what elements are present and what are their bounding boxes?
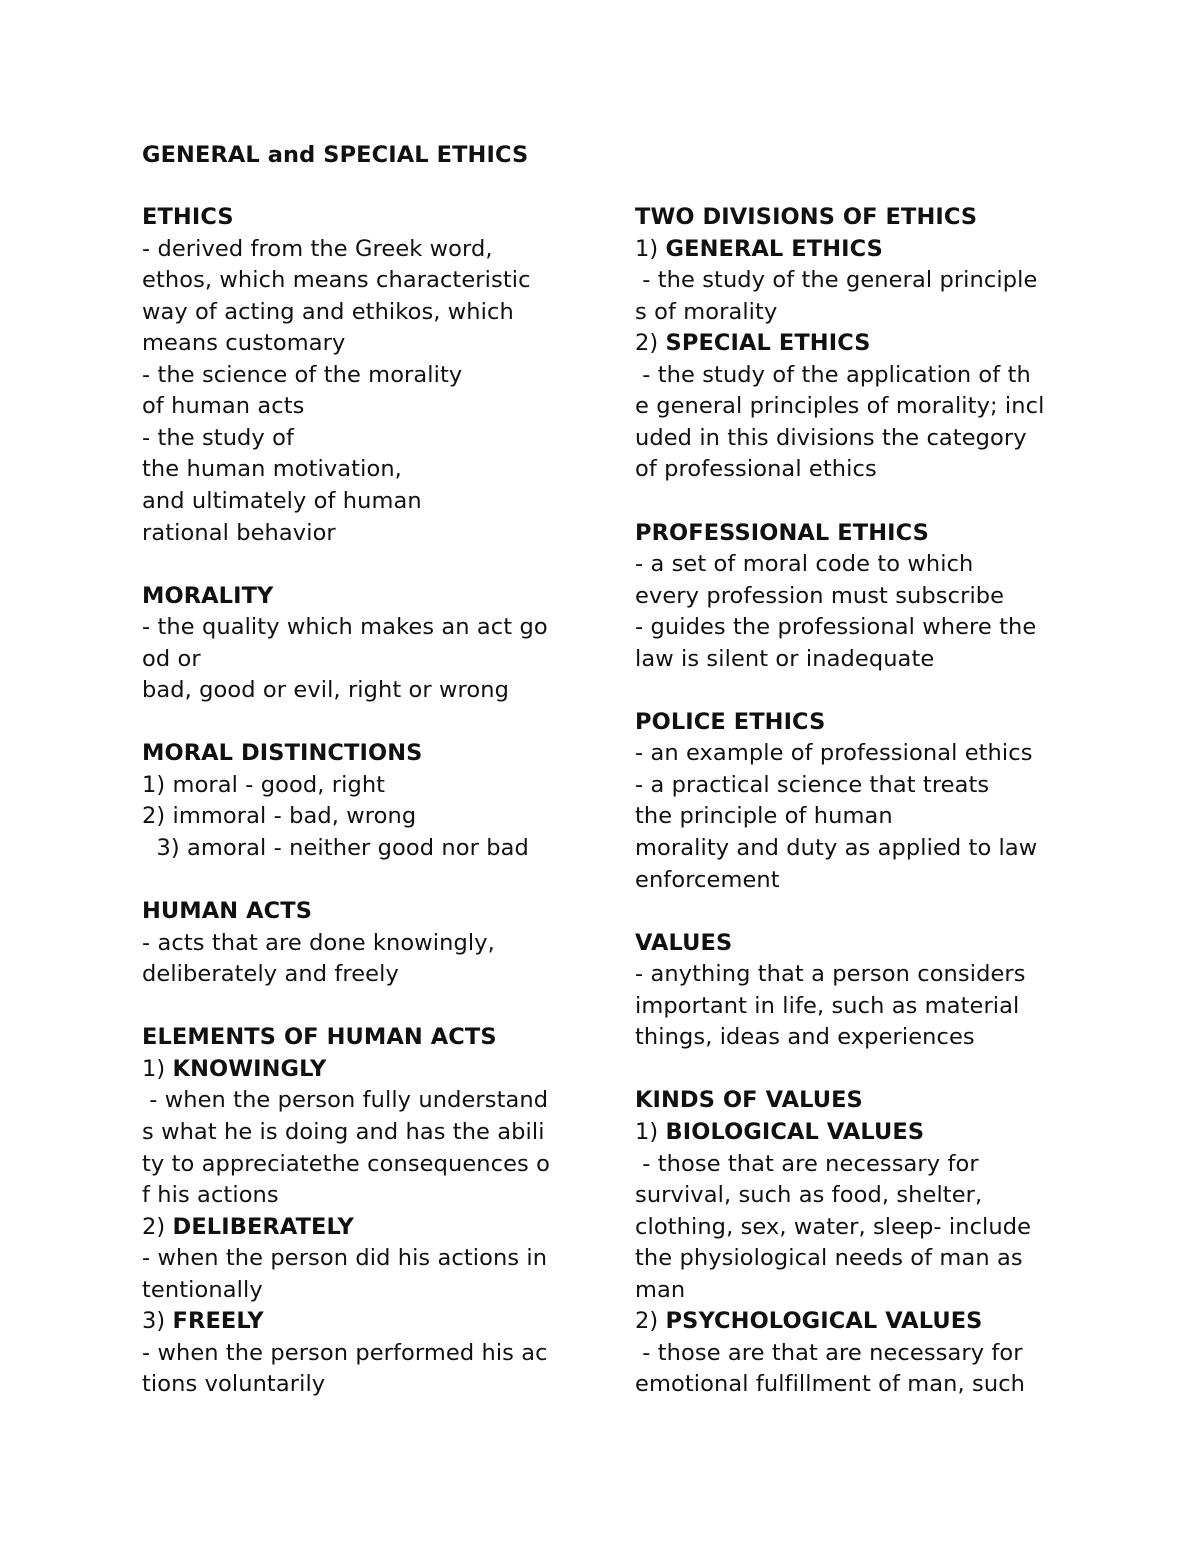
text-line: uded in this divisions the category: [635, 424, 1027, 451]
text-line: - the study of the general principle: [635, 267, 1038, 294]
text-line: - when the person fully understand: [142, 1087, 549, 1114]
list-number: 2): [635, 330, 666, 357]
subheading-label: DELIBERATELY: [172, 1213, 354, 1240]
section-heading: ETHICS: [142, 204, 234, 230]
text-line: man: [635, 1276, 686, 1303]
text-line: survival, such as food, shelter,: [635, 1182, 983, 1209]
text-line: - acts that are done knowingly,: [142, 929, 495, 956]
text-line: rational behavior: [142, 519, 336, 546]
section-heading: TWO DIVISIONS OF ETHICS: [635, 204, 978, 230]
text-line: - the science of the morality: [142, 361, 463, 388]
text-line: - a practical science that treats: [635, 771, 990, 798]
section-heading: MORAL DISTINCTIONS: [142, 740, 423, 767]
text-line: enforcement: [635, 866, 780, 893]
subheading-label: KNOWINGLY: [172, 1055, 327, 1082]
numbered-subheading: [142, 1212, 354, 1244]
text-line: law is silent or inadequate: [635, 645, 935, 672]
section-heading: HUMAN ACTS: [142, 898, 313, 925]
text-line: - anything that a person considers: [635, 961, 1026, 988]
text-line: 2) immoral - bad, wrong: [142, 803, 417, 830]
section-heading: POLICE ETHICS: [635, 708, 826, 735]
text-line: s what he is doing and has the abili: [142, 1118, 545, 1145]
section-heading: VALUES: [635, 929, 733, 956]
text-line: f his actions: [142, 1182, 279, 1209]
subheading-label: PSYCHOLOGICAL VALUES: [665, 1308, 983, 1335]
text-line: the human motivation,: [142, 456, 402, 483]
text-line: morality and duty as applied to law: [635, 835, 1038, 861]
text-line: od or: [142, 645, 201, 672]
subheading-label: BIOLOGICAL VALUES: [665, 1118, 925, 1145]
text-line: of human acts: [142, 393, 305, 420]
text-line: every profession must subscribe: [635, 582, 1005, 609]
text-line: the physiological needs of man as: [635, 1245, 1023, 1272]
text-line: deliberately and freely: [142, 961, 399, 988]
list-number: 1): [142, 1055, 173, 1082]
numbered-subheading: [635, 1306, 982, 1338]
text-line: - an example of professional ethics: [635, 740, 1033, 767]
subheading-label: SPECIAL ETHICS: [665, 330, 871, 357]
numbered-subheading: [635, 328, 871, 360]
text-line: 3) amoral - neither good nor bad: [142, 835, 529, 861]
text-line: of professional ethics: [635, 456, 877, 483]
list-number: 2): [142, 1213, 173, 1240]
text-line: - guides the professional where the: [635, 614, 1037, 641]
text-line: important in life, such as material: [635, 992, 1020, 1019]
text-line: - derived from the Greek word,: [142, 235, 493, 262]
list-number: 2): [635, 1308, 666, 1335]
section-heading: KINDS OF VALUES: [635, 1087, 863, 1114]
text-line: tions voluntarily: [142, 1371, 326, 1398]
text-line: - the study of: [142, 424, 294, 451]
text-line: emotional fulfillment of man, such: [635, 1371, 1026, 1398]
text-line: ethos, which means characteristic: [142, 267, 531, 294]
text-line: - a set of moral code to which: [635, 551, 974, 578]
text-line: e general principles of morality; incl: [635, 393, 1045, 420]
text-line: s of morality: [635, 298, 778, 325]
text-line: and ultimately of human: [142, 487, 422, 514]
section-heading: ELEMENTS OF HUMAN ACTS: [142, 1024, 497, 1051]
text-line: the principle of human: [635, 803, 893, 830]
section-heading: PROFESSIONAL ETHICS: [635, 519, 929, 546]
text-line: bad, good or evil, right or wrong: [142, 677, 509, 704]
text-line: ty to appreciatethe consequences o: [142, 1150, 550, 1177]
list-number: 1): [635, 1118, 666, 1145]
text-line: - the quality which makes an act go: [142, 614, 548, 641]
text-line: tentionally: [142, 1276, 263, 1303]
text-line: clothing, sex, water, sleep- include: [635, 1213, 1032, 1240]
text-line: - when the person did his actions in: [142, 1245, 548, 1272]
list-number: 1): [635, 235, 666, 262]
section-heading: MORALITY: [142, 582, 274, 609]
text-line: way of acting and ethikos, which: [142, 298, 514, 325]
subheading-label: FREELY: [172, 1308, 264, 1335]
list-number: 3): [142, 1308, 173, 1335]
numbered-subheading: [635, 1117, 924, 1149]
text-line: - those are that are necessary for: [635, 1339, 1023, 1366]
text-line: means customary: [142, 330, 346, 357]
text-line: - the study of the application of th: [635, 361, 1031, 388]
text-line: things, ideas and experiences: [635, 1024, 975, 1051]
text-line: - when the person performed his ac: [142, 1339, 548, 1366]
numbered-subheading: [635, 234, 883, 266]
text-line: 1) moral - good, right: [142, 771, 386, 798]
subheading-label: GENERAL ETHICS: [665, 235, 883, 262]
text-line: - those that are necessary for: [635, 1150, 979, 1177]
document-title: GENERAL and SPECIAL ETHICS: [142, 142, 529, 168]
numbered-subheading: [142, 1054, 326, 1086]
numbered-subheading: [142, 1306, 264, 1338]
